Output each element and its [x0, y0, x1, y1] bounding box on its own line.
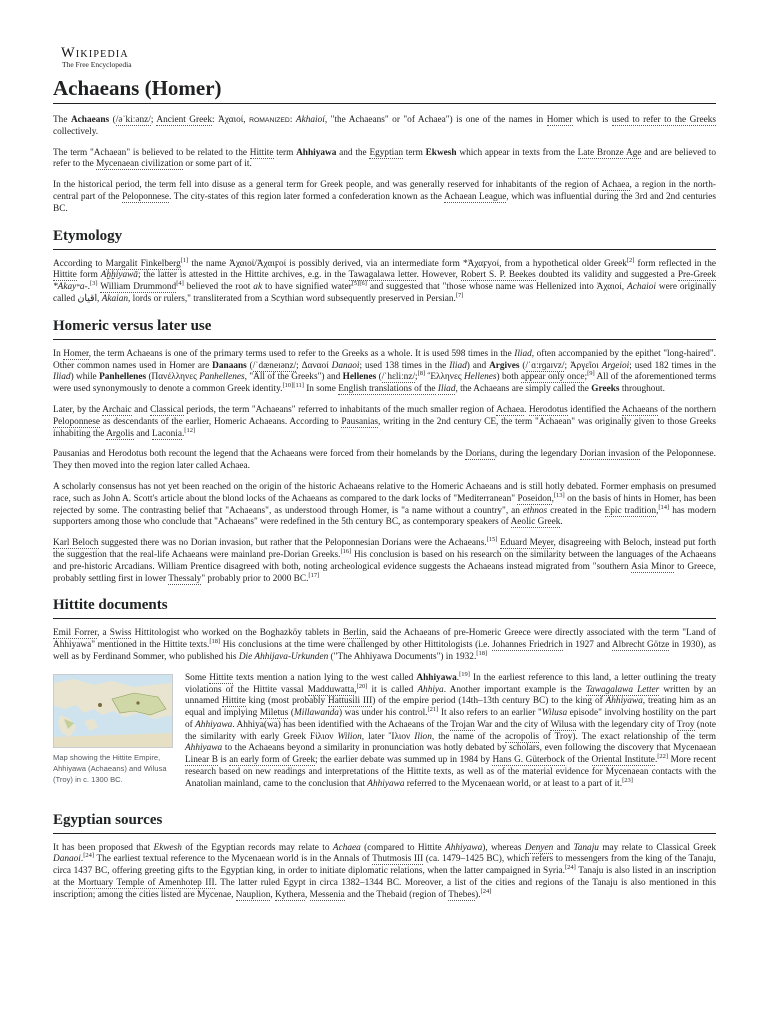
citation-link[interactable]: [24] [83, 852, 95, 860]
text-run: which appear in texts from the [456, 147, 578, 158]
inline-link[interactable]: /əˈkiːənz/ [115, 115, 151, 125]
inline-link[interactable]: Achaean League [443, 191, 507, 202]
text-run: Iliad [514, 348, 532, 359]
wikipedia-logo[interactable] [53, 46, 716, 74]
section-heading-homeric: Homeric versus later use [53, 317, 716, 340]
text-run: texts mention a nation lying to the west called [233, 672, 417, 683]
text-run: ; Δαναοί [296, 360, 332, 371]
text-run: Panhellenes [99, 372, 147, 383]
text-run: and the Thebaid (region of [344, 889, 449, 900]
text-run: . [654, 755, 658, 766]
inline-link[interactable]: Berlin [342, 628, 367, 639]
inline-link[interactable]: Kythera [275, 889, 306, 900]
text-run: ; the latter is attested in the Hittite archives, e.g. in the [137, 270, 349, 281]
citation-link[interactable]: [12] [184, 426, 196, 434]
text-run: , [354, 684, 357, 695]
text-run: , disagreeing with Beloch, instead put forth the suggestion that the real-life Achaeans were mainland pre-Dorian Greeks. [53, 538, 717, 560]
text-run: Greeks [591, 384, 620, 395]
section-heading-etymology: Etymology [53, 227, 716, 250]
text-run: , which was influential during the 3rd and 2nd centuries BC. [53, 191, 717, 214]
text-run: , often accompanied by the epithet "long-haired". Other common names used in Homer are [53, 348, 716, 371]
text-run: were originally called اقیان, [53, 282, 717, 304]
text-run: and [131, 404, 151, 415]
citation-link[interactable]: [13] [553, 491, 565, 499]
inline-link[interactable]: Johannes Friedrich [492, 640, 563, 651]
text-run: ; used 182 times in the [629, 360, 717, 371]
citation-link[interactable]: [2] [626, 256, 635, 264]
inline-link[interactable]: Thebes [448, 889, 476, 900]
lead-paragraph-3 [53, 180, 716, 215]
inline-link[interactable]: Epic tradition [604, 505, 657, 516]
citation-link[interactable]: [17] [308, 571, 320, 579]
text-run: ) was under his control. [338, 708, 428, 719]
text-run: king (most probably [245, 696, 329, 707]
citation-link[interactable]: [5][6] [351, 280, 367, 288]
logo-tagline: The Free Encyclopedia [62, 60, 132, 69]
text-run: . Another important example is the [443, 684, 586, 695]
text-run: , the Achaeans are simply called the [455, 384, 592, 395]
text-run: . [181, 428, 185, 439]
text-run: to the Achaeans beyond a similarity in pronunciation was hotly debated by scholars, even following the discovery that Mycenaean [222, 743, 716, 754]
hittite-empire-map[interactable] [53, 674, 173, 748]
text-run: Hellenes [342, 372, 377, 383]
text-run: and [133, 428, 153, 439]
text-run: . The latter ruled Egypt in circa 1382–1344 BC. Moreover, a list of the cities and regions of the Tanaju is also mentioned in this inscription; among the cities listed are Mycenae, [53, 878, 716, 900]
inline-link[interactable]: Argolis [106, 428, 134, 439]
text-run: ( [288, 708, 294, 719]
text-run: which is [572, 115, 612, 125]
text-run: Ahhiyawa [195, 719, 233, 730]
text-run: Ahhiyawa [296, 147, 337, 158]
text-run: created in the [547, 505, 605, 516]
text-run: referred to the Mycenaean world, or at least to a part of it. [404, 778, 623, 789]
inline-link[interactable]: an early form of Greek [229, 755, 316, 766]
text-run: written by an unnamed [185, 684, 716, 707]
citation-link[interactable]: [4] [176, 280, 184, 288]
text-run: to Greece, probably settling first in lower [53, 561, 716, 584]
text-run: ). [475, 889, 481, 900]
citation-link[interactable]: [15] [486, 536, 498, 544]
inline-link[interactable]: used to refer to the Greeks [611, 115, 716, 125]
inline-link[interactable]: Pausanias [341, 416, 379, 427]
text-run: ; Ἀργεῖοι [564, 360, 602, 371]
text-run: More recent research based on new readings and interpretations of the Hittite texts, as well as of the material evidence for Mycenaean contacts with the Anatolian mainland, came to the conclusion that [185, 755, 716, 789]
text-run: Wilion [337, 731, 362, 742]
text-run: suggested there was no Dorian invasion, but rather that the Peloponnesian Dorians were the Achaeans. [98, 538, 487, 549]
text-run: ), whereas [482, 842, 525, 853]
text-run: Achaeans [70, 115, 110, 125]
text-run: ; used 138 times in the [359, 360, 450, 371]
citation-link[interactable]: [1] [180, 256, 189, 264]
text-run: , during the legendary [494, 449, 580, 460]
text-run: All of the aforementioned terms were used synonymously to denote a common Greek identity. [53, 372, 716, 395]
text-run: Millawanda [294, 708, 339, 719]
text-run: The earliest textual reference to the Mycenaean world is in the Annals of [94, 854, 373, 865]
inline-link[interactable]: Achaeans [621, 404, 658, 415]
inline-link[interactable]: Peloponnese [122, 191, 170, 202]
text-run: Ekwesh [153, 842, 182, 853]
lead-paragraph-1 [53, 115, 716, 139]
text-run: His conclusions at the time were challenged by other Hittitologists (i.e. [220, 640, 493, 651]
text-run: , "the Achaeans" or "of Achaea") is one of the names in [324, 115, 547, 125]
text-run: Ahhiyawa [367, 778, 405, 789]
inline-link[interactable]: Peloponnese [53, 416, 100, 427]
citation-link[interactable]: [19] [459, 670, 470, 678]
text-run: of the northern [657, 404, 716, 415]
homeric-paragraph-2 [53, 405, 716, 440]
text-run: . However, [416, 270, 461, 281]
egyptian-paragraph [53, 843, 716, 902]
text-run: ( [519, 360, 526, 371]
text-run: ʷ [76, 282, 80, 293]
page-title: Achaeans (Homer) [53, 76, 716, 104]
text-run: form [76, 270, 101, 281]
text-run: the name Ἀχαιοί/Ἀχαιϝοί is possibly derived, via an intermediate form *Ἀχαϝyοί, from a hypothetical older Greek [188, 258, 627, 269]
text-run: a- [79, 282, 88, 293]
text-run: and suggested that "those whose name was Hellenized into Ἀχαιοί, [366, 282, 628, 293]
citation-link[interactable]: [9] [587, 370, 595, 378]
inline-link[interactable]: Margalit Finkelberg [105, 258, 181, 269]
text-run: of the Peloponnese. They then moved into the region later called Achaea. [53, 449, 716, 472]
inline-link[interactable]: Trojan [450, 719, 475, 730]
text-run: on the basis of hints in Homer, has been rejected by some. The contrasting belief that "Achaeans", as understood through Homer, is "a name without a country", an [53, 493, 717, 516]
text-run: and are believed to refer to the [53, 147, 717, 170]
annotation-label: ROMANIZED [249, 117, 290, 124]
inline-link[interactable]: Mycenaean civilization [96, 159, 184, 170]
text-run: Danaoi [331, 360, 360, 371]
text-run: , [551, 493, 554, 504]
inline-link[interactable]: Laconia [152, 428, 182, 439]
text-run: Ahhiyawa [605, 696, 643, 707]
citation-link[interactable]: [3] [89, 280, 98, 288]
text-run: Akhaioí [295, 115, 325, 125]
homeric-paragraph-5 [53, 538, 716, 585]
inline-link[interactable]: Pre-Greek [677, 270, 717, 281]
inline-link[interactable]: Messenia [309, 889, 345, 900]
inline-link[interactable]: Albrecht Götze [611, 640, 670, 651]
text-run: Danaoi [53, 854, 81, 865]
text-run: Danaans [212, 360, 247, 371]
inline-link[interactable]: Emil Forrer [53, 628, 98, 639]
text-run: . [560, 517, 563, 528]
text-run: His conclusion is based on his research on the similarity between the languages of the Achaeans and pre-historic Arcadians. William Prentice disagreed with both, noting archeological evidence suggests the Achaeans instead migrated from "southern [53, 549, 716, 572]
inline-link[interactable]: William Drummond [100, 282, 177, 293]
text-run: Argeioi [601, 360, 630, 371]
inline-link[interactable]: Achaea [601, 180, 630, 191]
text-run: throughout. [619, 384, 665, 395]
text-run: Die Ahhijava-Urkunden [238, 651, 329, 662]
text-run: *Akay [53, 282, 77, 293]
text-run: , [656, 505, 659, 516]
text-run: Iliad [53, 372, 71, 383]
text-run: ; [415, 372, 418, 383]
text-run: has modern supporters among those who conclude that "Achaeans" were redefined in the 5th century BC, as contemporary speakers of [53, 505, 716, 528]
text-run: to have signified water [262, 282, 352, 293]
text-run: Ekwesh [425, 147, 457, 158]
inline-link[interactable]: Robert S. P. Beekes [460, 270, 536, 281]
text-run: Ahhiyawa [185, 743, 223, 754]
text-run: collectively. [53, 126, 99, 137]
lead-paragraph-2 [53, 148, 716, 172]
article [53, 44, 716, 911]
text-run: " probably prior to 2000 BC. [201, 573, 309, 584]
text-run: ethnos [522, 505, 548, 516]
text-run: Hellenes [463, 372, 497, 383]
text-run: , later Ἴλιον [361, 731, 415, 742]
map-figure [53, 674, 175, 786]
text-run: : Ἀχαιοί, [212, 115, 250, 125]
text-run: Ahhiyawa [416, 672, 457, 683]
inline-link[interactable]: Dorians [465, 449, 495, 460]
inline-link[interactable]: Wilusa [550, 719, 577, 730]
text-run: , "All of the Greeks") and [244, 372, 343, 383]
inline-link[interactable]: Late Bronze Age [577, 147, 642, 158]
inline-link[interactable]: Linear B [185, 755, 218, 766]
text-run: (Πανέλληνες [146, 372, 200, 383]
text-run: It also refers to an earlier " [438, 708, 542, 719]
text-run: periods, the term "Achaeans" referred to inhabitants of the much smaller region of [183, 404, 497, 415]
section-heading-hittite: Hittite documents [53, 596, 716, 619]
text-run: ( [376, 372, 382, 383]
text-run: term [403, 147, 426, 158]
inline-link[interactable]: /ˈɑːrɡaɪvz/ [525, 360, 565, 371]
text-run: . [80, 854, 84, 865]
text-run: According to [53, 258, 106, 269]
text-run: is [217, 755, 230, 766]
inline-link[interactable]: Tawagalawa letter [348, 270, 417, 281]
text-run: , [305, 889, 310, 900]
hittite-paragraph-1 [53, 628, 716, 663]
inline-link[interactable]: Madduwatta [307, 684, 355, 695]
citation-link[interactable]: [20] [356, 682, 368, 690]
text-run: In [53, 348, 64, 359]
text-run: Later, by the [53, 404, 103, 415]
text-run: (ca. 1479–1425 BC), which refers to messengers from the king of the Tanaju, circa 1437 BC, offering greeting gifts to the Egyptian king, in order to initiate diplomatic relations, when the latter campaigned in Syria. [53, 854, 716, 877]
citation-link[interactable]: [14] [658, 503, 670, 511]
text-run: in 1927 and [562, 640, 612, 651]
text-run: and [553, 842, 574, 853]
text-run: ( [246, 360, 253, 371]
inline-link[interactable]: Hattusili III [328, 696, 373, 707]
text-run: of the Egyptian records may relate to [181, 842, 333, 853]
inline-link[interactable]: Swiss [109, 628, 132, 639]
inline-link[interactable]: Karl Beloch [53, 538, 99, 549]
inline-link[interactable]: Denyen [524, 842, 554, 853]
text-run: ) of the empire period (14th–13th century BC) to the king of [372, 696, 606, 707]
homeric-paragraph-4 [53, 482, 716, 529]
text-run: , the term Achaeans is one of the primary terms used to refer to the Greeks as a whole. It is used 598 times in the [88, 348, 515, 359]
citation-link[interactable]: [24] [565, 864, 576, 872]
inline-link[interactable]: Aeolic Greek [510, 517, 561, 528]
inline-link[interactable]: acropolis [504, 731, 540, 742]
citation-link[interactable]: [16] [340, 547, 352, 555]
text-run: ; the earlier debate was summed up in 1984 by [315, 755, 493, 766]
text-run: or some part of it. [183, 159, 252, 170]
citation-link[interactable]: [23] [622, 776, 633, 784]
text-run: believed the root [183, 282, 254, 293]
text-run: Ἕλληνες [425, 372, 464, 383]
text-run: Achaea [332, 842, 361, 853]
citation-link[interactable]: [10][11] [282, 382, 304, 390]
inline-link[interactable]: Classical [150, 404, 184, 415]
text-run: , treating him as an equal and implying [185, 696, 717, 719]
text-run: Iliad [449, 360, 467, 371]
text-run: ; [150, 115, 157, 125]
inline-link[interactable]: Hittite [249, 147, 274, 158]
inline-link[interactable]: Hittite [53, 270, 77, 281]
text-run: ak [253, 282, 263, 293]
map-caption: Map showing the Hittite Empire, Ahhiyawa (Achaeans) and Wilusa (Troy) in c. 1300 BC. [53, 752, 167, 785]
text-run: Hittitologist who worked on the Boghazköy tablets in [131, 628, 343, 639]
text-run: Aḫḫiyawā [100, 270, 138, 281]
inline-link[interactable]: /ˈhɛliːnz/ [381, 372, 416, 383]
text-run: ) both [496, 372, 521, 383]
text-run: ( [109, 115, 116, 125]
text-run: may relate to Classical Greek [598, 842, 716, 853]
inline-link[interactable]: Dorian invasion [579, 449, 640, 460]
text-run: ("The Ahhiyawa Documents") in 1932. [328, 651, 477, 662]
text-run: It has been proposed that [53, 842, 154, 853]
text-run: Argives [489, 360, 520, 371]
inline-link[interactable]: Eduard Meyer [500, 538, 554, 549]
text-run: episode" involving hostility on the part of [185, 708, 717, 730]
inline-link[interactable]: Homer [63, 348, 89, 359]
citation-link[interactable]: [18] [209, 638, 221, 646]
inline-link[interactable]: Miletus [259, 708, 289, 719]
inline-link[interactable]: Troy [676, 719, 695, 730]
text-run: Panhellenes [199, 372, 245, 383]
inline-link[interactable]: Tawagalawa Letter [585, 684, 660, 695]
inline-link[interactable]: Oriental Institute [591, 755, 655, 766]
inline-link[interactable]: Hittite [209, 672, 234, 683]
citation-link[interactable]: [22] [657, 753, 669, 761]
text-run: (note the similarity with early Greek Ϝίλιον [185, 719, 716, 742]
logo-wordmark: Wikipedia [61, 45, 129, 61]
text-run: of Troy). The exact relationship of the term [539, 731, 716, 742]
inline-link[interactable]: /ˈdæneɪənz/ [252, 360, 297, 371]
inline-link[interactable]: Poseidon [517, 493, 552, 504]
text-run: , a region in the north-central part of the [53, 180, 716, 202]
inline-link[interactable]: Iliad [437, 384, 456, 395]
text-run: . [87, 282, 90, 293]
text-run: in 1930), as well as by Ferdinand Sommer, who published his [53, 640, 716, 662]
text-run: Tanaju [573, 842, 599, 853]
inline-link[interactable]: Asia Minor [631, 561, 675, 572]
text-run: . The city-states of this region later formed a confederation known as the [169, 191, 444, 202]
citation-link[interactable]: [21] [427, 706, 439, 713]
text-run: In the historical period, the term fell into disuse as a general term for Greek people, and was generally reserved for inhabitants of the region of [53, 180, 602, 191]
text-run: term [273, 147, 297, 158]
inline-link[interactable]: English translations of the [338, 384, 436, 395]
text-run: . [456, 672, 460, 683]
inline-link[interactable]: Archaic [102, 404, 132, 415]
inline-link[interactable]: Thutmosis III [372, 854, 424, 865]
inline-link[interactable]: Nauplion [235, 889, 271, 900]
inline-link[interactable]: Herodotus [528, 404, 568, 415]
inline-link[interactable]: Mortuary Temple of Amenhotep III [78, 878, 215, 889]
text-run: doubted its validity and suggested a [535, 270, 678, 281]
text-run: Tanaju is also listed in an inscription at the [53, 866, 717, 889]
etymology-paragraph [53, 256, 717, 306]
text-run: ; [584, 372, 588, 383]
text-run: Achaioi [627, 282, 656, 293]
text-run: it is called [367, 684, 418, 695]
text-run: of the [564, 755, 592, 766]
citation-link[interactable]: [18] [476, 649, 488, 657]
text-run: and the [336, 147, 370, 158]
text-run: , the name of the [431, 731, 505, 742]
text-run: Wilusa [541, 708, 568, 719]
text-run: The [53, 115, 71, 125]
text-run: The term "Achaean" is believed to be related to the [53, 147, 250, 158]
inline-link[interactable]: Hans G. Güterbock [492, 755, 565, 766]
inline-link[interactable]: Achaea [496, 404, 525, 415]
text-run: (compared to Hittite [360, 842, 446, 853]
text-run: as descendants of the earlier, Homeric Achaeans. According to [100, 416, 342, 427]
text-run: identified the [567, 404, 622, 415]
text-run: In some [303, 384, 339, 395]
section-heading-egyptian: Egyptian sources [53, 811, 716, 834]
text-run: Some [185, 672, 210, 683]
text-run: , [270, 889, 276, 900]
text-run: . Ahhiya(wa) has been identified with the Achaeans of the [232, 719, 451, 730]
citation-link[interactable]: [8] [417, 370, 426, 378]
inline-link[interactable]: Hittite [221, 696, 246, 707]
text-run: , writing in the 2nd century CE, the term "Achaean" was originally given to those Greeks inhabiting the [53, 416, 717, 439]
inline-link[interactable]: Egyptian [369, 147, 404, 158]
citation-link[interactable]: [24] [480, 887, 492, 895]
homeric-paragraph-3 [53, 449, 716, 473]
inline-link[interactable]: appear only once [520, 372, 585, 383]
text-run: ) while [70, 372, 100, 383]
text-run: : [289, 115, 296, 125]
text-run: , said the Achaeans of pre-Homeric Greece were directly associated with the term "Land of Ahhiyawa" mentioned in the Hittite texts. [53, 628, 716, 651]
citation-link[interactable]: [7] [455, 291, 464, 299]
text-run: Ilion [414, 731, 432, 742]
inline-link[interactable]: Ancient Greek [156, 115, 213, 125]
text-run: , lords or rulers," transliterated from a Scythian word subsequently preserved in Persian. [128, 293, 456, 304]
homeric-paragraph-1 [53, 349, 716, 396]
inline-link[interactable]: Homer [546, 115, 573, 125]
text-run: . [524, 404, 529, 415]
text-run: ) and [466, 360, 490, 371]
text-run: form reflected in the [634, 258, 717, 269]
text-run: War and the city of [474, 719, 551, 730]
text-run: , a [97, 628, 110, 639]
text-run: Pausanias and Herodotus both recount the legend that the Achaeans were forced from their homelands by the [53, 449, 466, 460]
text-run: In the earliest reference to this land, a letter outlining the treaty violations of the Hittite vassal [185, 672, 716, 695]
text-run: A scholarly consensus has not yet been reached on the origin of the historic Achaeans relative to the Homeric Achaeans and is still hotly debated. Former emphasis on presumed race, such as John A. Scott's article about the blond locks of the Achaeans as compared to the dark locks of "Mediterranean" [53, 481, 716, 504]
text-run: Ahhiyawa [445, 842, 483, 853]
inline-link[interactable]: Thessaly [168, 573, 202, 584]
text-run: Ahhiya [417, 684, 444, 695]
text-run: with the legendary city of [576, 719, 677, 730]
text-run: Akaian [101, 293, 129, 304]
